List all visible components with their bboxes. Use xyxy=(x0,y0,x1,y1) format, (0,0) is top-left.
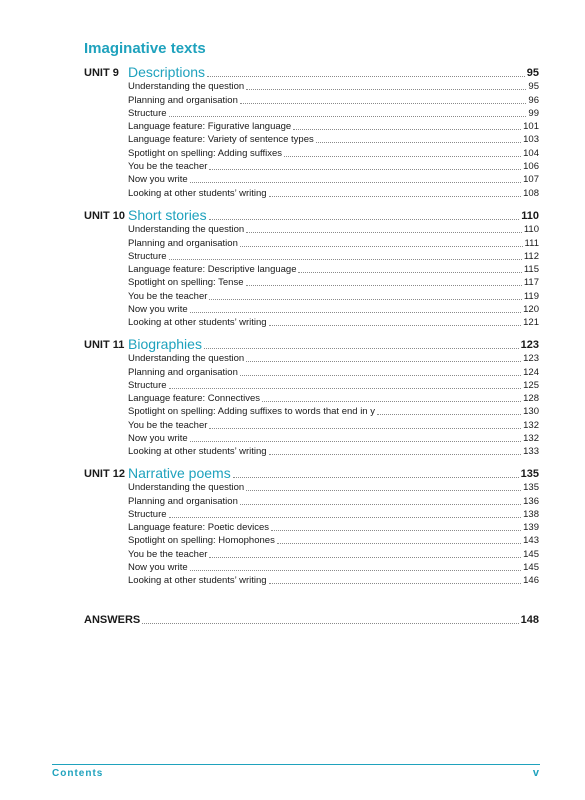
dot-leader xyxy=(190,441,521,442)
contents-entry[interactable] xyxy=(128,561,539,574)
contents-entry[interactable] xyxy=(128,173,539,186)
entry-label: Language feature: Descriptive language xyxy=(128,264,297,276)
contents-entry[interactable] xyxy=(128,418,539,431)
entry-page: 130 xyxy=(523,406,539,418)
dot-leader xyxy=(316,142,521,143)
entry-page: 145 xyxy=(523,562,539,574)
entry-label: Planning and organisation xyxy=(128,94,238,106)
entry-label: Looking at other students’ writing xyxy=(128,446,267,458)
dot-leader xyxy=(269,325,522,326)
contents-entry[interactable] xyxy=(128,93,539,106)
answers-label: ANSWERS xyxy=(84,614,141,626)
dot-leader xyxy=(246,89,526,90)
unit-title: Short stories xyxy=(128,207,207,223)
entry-label: Spotlight on spelling: Adding suffixes to words that end in y xyxy=(128,406,375,418)
unit-page: 95 xyxy=(526,67,539,79)
contents-entry[interactable] xyxy=(128,289,539,302)
entry-page: 139 xyxy=(523,522,539,534)
entry-page: 132 xyxy=(523,433,539,445)
dot-leader xyxy=(240,375,521,376)
contents-entry[interactable] xyxy=(128,521,539,534)
dot-leader xyxy=(204,348,519,349)
entry-page: 133 xyxy=(523,446,539,458)
dot-leader xyxy=(207,76,525,77)
entry-page: 117 xyxy=(523,277,539,289)
contents-entry[interactable] xyxy=(128,352,539,365)
dot-leader xyxy=(298,272,521,273)
entry-label: Now you write xyxy=(128,562,188,574)
entry-label: You be the teacher xyxy=(128,548,208,560)
dot-leader xyxy=(269,196,522,197)
entry-label: Understanding the question xyxy=(128,482,245,494)
dot-leader xyxy=(246,285,522,286)
dot-leader xyxy=(209,219,520,220)
contents-entry[interactable] xyxy=(128,534,539,547)
answers-entry[interactable] xyxy=(84,614,539,627)
unit-heading[interactable] xyxy=(84,336,539,352)
dot-leader xyxy=(142,623,518,624)
entry-page: 132 xyxy=(523,419,539,431)
contents-entry[interactable] xyxy=(128,574,539,587)
entry-label: Looking at other students’ writing xyxy=(128,575,267,587)
contents-entry[interactable] xyxy=(128,263,539,276)
contents-entry[interactable] xyxy=(128,547,539,560)
entry-label: Structure xyxy=(128,379,167,391)
entry-page: 95 xyxy=(528,81,539,93)
entry-label: Looking at other students’ writing xyxy=(128,187,267,199)
contents-entry[interactable] xyxy=(128,250,539,263)
contents-entry[interactable] xyxy=(128,481,539,494)
contents-entry[interactable] xyxy=(128,365,539,378)
dot-leader xyxy=(209,299,521,300)
entry-label: Spotlight on spelling: Homophones xyxy=(128,535,275,547)
entry-label: Now you write xyxy=(128,304,188,316)
unit-title: Narrative poems xyxy=(128,465,231,481)
entry-label: Structure xyxy=(128,250,167,262)
entry-label: Language feature: Figurative language xyxy=(128,121,292,133)
dot-leader xyxy=(209,428,521,429)
entry-label: Planning and organisation xyxy=(128,495,238,507)
entry-label: Planning and organisation xyxy=(128,237,238,249)
entry-page: 123 xyxy=(523,353,539,365)
entry-label: Spotlight on spelling: Adding suffixes xyxy=(128,147,283,159)
entry-page: 111 xyxy=(524,237,539,249)
page-number: v xyxy=(532,767,539,779)
entry-page: 143 xyxy=(523,535,539,547)
dot-leader xyxy=(190,570,521,571)
entry-page: 119 xyxy=(523,290,539,302)
contents-entry[interactable] xyxy=(128,303,539,316)
unit-page: 135 xyxy=(520,468,539,480)
entry-page: 135 xyxy=(523,482,539,494)
entry-label: Understanding the question xyxy=(128,81,245,93)
contents-entry[interactable] xyxy=(128,80,539,93)
dot-leader xyxy=(169,116,527,117)
dot-leader xyxy=(169,388,522,389)
entry-label: Understanding the question xyxy=(128,224,245,236)
dot-leader xyxy=(293,129,521,130)
unit-number: UNIT 9 xyxy=(84,67,119,79)
entry-page: 128 xyxy=(523,393,539,405)
unit-title: Biographies xyxy=(128,336,202,352)
dot-leader xyxy=(240,504,521,505)
unit-block xyxy=(84,64,539,200)
contents-entry[interactable] xyxy=(128,107,539,120)
dot-leader xyxy=(240,246,523,247)
contents-entry[interactable] xyxy=(128,236,539,249)
unit-number: UNIT 12 xyxy=(84,468,125,480)
unit-title: Descriptions xyxy=(128,64,206,80)
entry-label: Understanding the question xyxy=(128,353,245,365)
dot-leader xyxy=(277,543,521,544)
entry-page: 145 xyxy=(523,548,539,560)
unit-heading[interactable] xyxy=(84,465,539,481)
section-title: Imaginative texts xyxy=(84,40,206,57)
unit-page: 123 xyxy=(520,339,539,351)
entry-page: 103 xyxy=(523,134,539,146)
entry-page: 106 xyxy=(523,161,539,173)
dot-leader xyxy=(209,169,521,170)
entry-page: 99 xyxy=(528,107,539,119)
dot-leader xyxy=(240,103,527,104)
contents-entry[interactable] xyxy=(128,316,539,329)
entry-label: Structure xyxy=(128,508,167,520)
entry-page: 104 xyxy=(523,147,539,159)
entry-page: 108 xyxy=(523,187,539,199)
entry-page: 120 xyxy=(523,304,539,316)
entry-page: 124 xyxy=(523,366,539,378)
entry-page: 101 xyxy=(523,121,539,133)
entry-page: 138 xyxy=(523,508,539,520)
dot-leader xyxy=(246,232,522,233)
entry-label: Now you write xyxy=(128,174,188,186)
answers-page: 148 xyxy=(520,614,539,626)
entry-label: Spotlight on spelling: Tense xyxy=(128,277,244,289)
contents-entry[interactable] xyxy=(128,405,539,418)
entry-label: Language feature: Poetic devices xyxy=(128,522,270,534)
entry-label: Language feature: Variety of sentence types xyxy=(128,134,314,146)
dot-leader xyxy=(246,490,521,491)
entry-page: 112 xyxy=(523,250,539,262)
entry-page: 121 xyxy=(523,317,539,329)
contents-entry[interactable] xyxy=(128,276,539,289)
contents-entry[interactable] xyxy=(128,186,539,199)
contents-entry[interactable] xyxy=(128,146,539,159)
unit-items xyxy=(128,481,539,587)
unit-block xyxy=(84,465,539,587)
entry-label: You be the teacher xyxy=(128,419,208,431)
contents-entry[interactable] xyxy=(128,379,539,392)
entry-label: You be the teacher xyxy=(128,290,208,302)
contents-entry[interactable] xyxy=(128,432,539,445)
entry-page: 96 xyxy=(528,94,539,106)
dot-leader xyxy=(262,401,521,402)
dot-leader xyxy=(190,182,521,183)
footer-label: Contents xyxy=(52,768,104,779)
dot-leader xyxy=(271,530,521,531)
unit-heading[interactable] xyxy=(84,64,539,80)
contents-entry[interactable] xyxy=(128,392,539,405)
entry-page: 146 xyxy=(523,575,539,587)
entry-page: 125 xyxy=(523,379,539,391)
entry-label: Now you write xyxy=(128,433,188,445)
unit-number: UNIT 11 xyxy=(84,339,125,351)
unit-block xyxy=(84,207,539,329)
dot-leader xyxy=(169,259,522,260)
contents-entry[interactable] xyxy=(128,445,539,458)
unit-page: 110 xyxy=(521,210,539,222)
entry-page: 110 xyxy=(523,224,539,236)
unit-items xyxy=(128,80,539,200)
footer-rule xyxy=(52,764,540,765)
dot-leader xyxy=(209,557,521,558)
entry-label: Planning and organisation xyxy=(128,366,238,378)
dot-leader xyxy=(246,361,521,362)
dot-leader xyxy=(190,312,521,313)
dot-leader xyxy=(233,477,519,478)
unit-items xyxy=(128,352,539,458)
dot-leader xyxy=(269,583,522,584)
unit-items xyxy=(128,223,539,329)
contents-entry[interactable] xyxy=(128,508,539,521)
contents-entry[interactable] xyxy=(128,120,539,133)
entry-page: 115 xyxy=(523,264,539,276)
contents-entry[interactable] xyxy=(128,160,539,173)
entry-page: 136 xyxy=(523,495,539,507)
entry-label: Language feature: Connectives xyxy=(128,393,261,405)
entry-label: You be the teacher xyxy=(128,161,208,173)
dot-leader xyxy=(169,517,522,518)
unit-block xyxy=(84,336,539,458)
unit-number: UNIT 10 xyxy=(84,210,125,222)
contents-entry[interactable] xyxy=(128,494,539,507)
entry-page: 107 xyxy=(523,174,539,186)
dot-leader xyxy=(377,414,521,415)
contents-entry[interactable] xyxy=(128,133,539,146)
dot-leader xyxy=(269,454,522,455)
entry-label: Structure xyxy=(128,107,167,119)
unit-heading[interactable] xyxy=(84,207,539,223)
contents-entry[interactable] xyxy=(128,223,539,236)
entry-label: Looking at other students’ writing xyxy=(128,317,267,329)
dot-leader xyxy=(284,156,521,157)
